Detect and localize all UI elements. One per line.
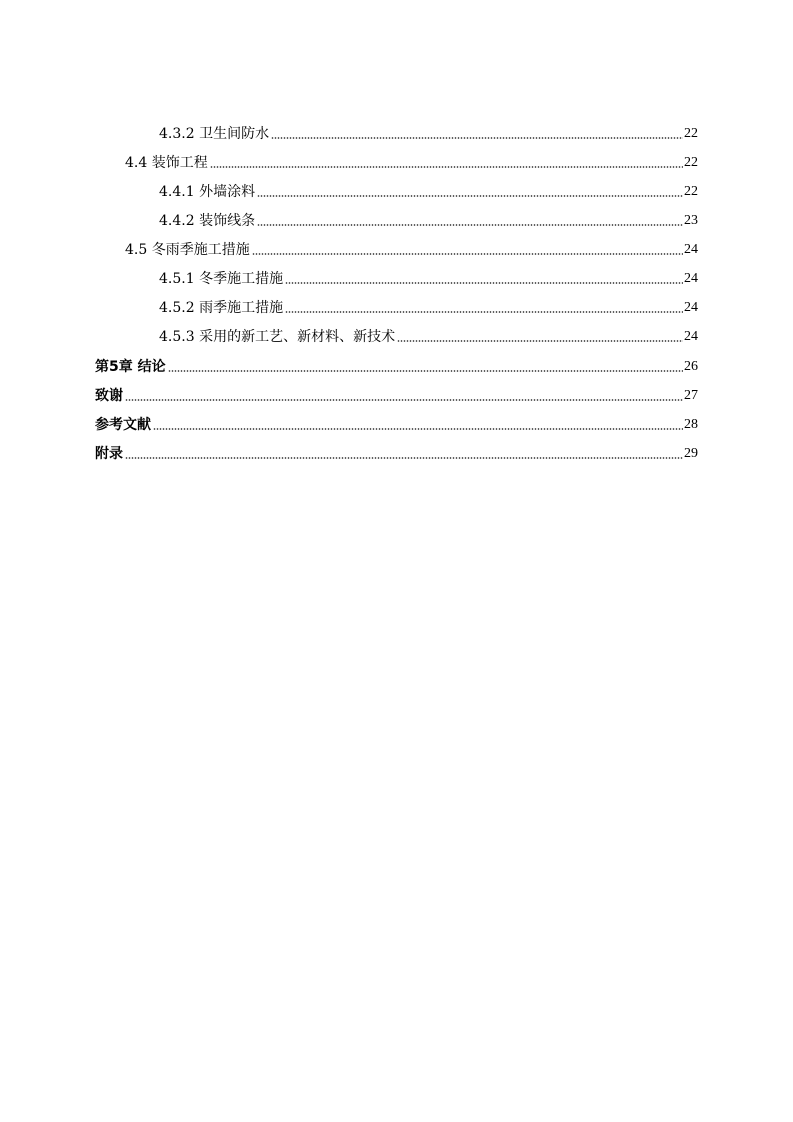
toc-entry[interactable]: [159, 178, 698, 200]
toc-entry-title: 4.4.2 装饰线条: [159, 213, 256, 229]
toc-entry-title: 4.5 冬雨季施工措施: [125, 242, 250, 258]
toc-entry-title: 4.5.3 采用的新工艺、新材料、新技术: [159, 329, 396, 345]
toc-entry-page: 23: [684, 213, 698, 228]
toc-entry-title: 4.4.1 外墙涂料: [159, 184, 256, 200]
toc-entry-title: 致谢: [95, 388, 123, 404]
toc-entry[interactable]: [95, 382, 698, 404]
toc-entry-page: 24: [684, 242, 698, 257]
toc-entry-title: 第5章 结论: [95, 359, 166, 375]
toc-entry-title: 附录: [95, 446, 123, 462]
toc-entry-page: 26: [684, 359, 698, 374]
toc-leader-dots: [257, 224, 683, 226]
toc-leader-dots: [210, 166, 683, 168]
toc-entry-title: 参考文献: [95, 417, 151, 433]
toc-leader-dots: [125, 399, 683, 401]
toc-leader-dots: [125, 457, 683, 459]
toc-entry[interactable]: [95, 440, 698, 462]
toc-entry[interactable]: [95, 411, 698, 433]
toc-entry[interactable]: [125, 149, 698, 171]
toc-entry-title: 4.4 装饰工程: [125, 155, 208, 171]
toc-leader-dots: [285, 282, 683, 284]
toc-entry[interactable]: [159, 120, 698, 142]
toc-entry-title: 4.5.2 雨季施工措施: [159, 300, 284, 316]
toc-entry[interactable]: [159, 323, 698, 345]
toc-leader-dots: [168, 370, 683, 372]
toc-entry[interactable]: [159, 207, 698, 229]
toc-entry-page: 22: [684, 184, 698, 199]
toc-entry-page: 24: [684, 300, 698, 315]
toc-entry-page: 22: [684, 155, 698, 170]
toc-leader-dots: [271, 137, 683, 139]
toc-entry-page: 27: [684, 388, 698, 403]
toc-entry[interactable]: [159, 265, 698, 287]
toc-leader-dots: [257, 195, 683, 197]
toc-leader-dots: [285, 311, 683, 313]
toc-entry-page: 29: [684, 446, 698, 461]
toc-leader-dots: [153, 428, 683, 430]
toc-entry-page: 24: [684, 271, 698, 286]
toc-entry[interactable]: [125, 236, 698, 258]
toc-entry-page: 24: [684, 329, 698, 344]
toc-entry-title: 4.5.1 冬季施工措施: [159, 271, 284, 287]
toc-entry-page: 28: [684, 417, 698, 432]
toc-leader-dots: [397, 340, 683, 342]
toc-entry[interactable]: [95, 353, 698, 375]
toc-entry-page: 22: [684, 126, 698, 141]
toc-entry-title: 4.3.2 卫生间防水: [159, 126, 270, 142]
toc-entry[interactable]: [159, 294, 698, 316]
toc-leader-dots: [252, 253, 683, 255]
